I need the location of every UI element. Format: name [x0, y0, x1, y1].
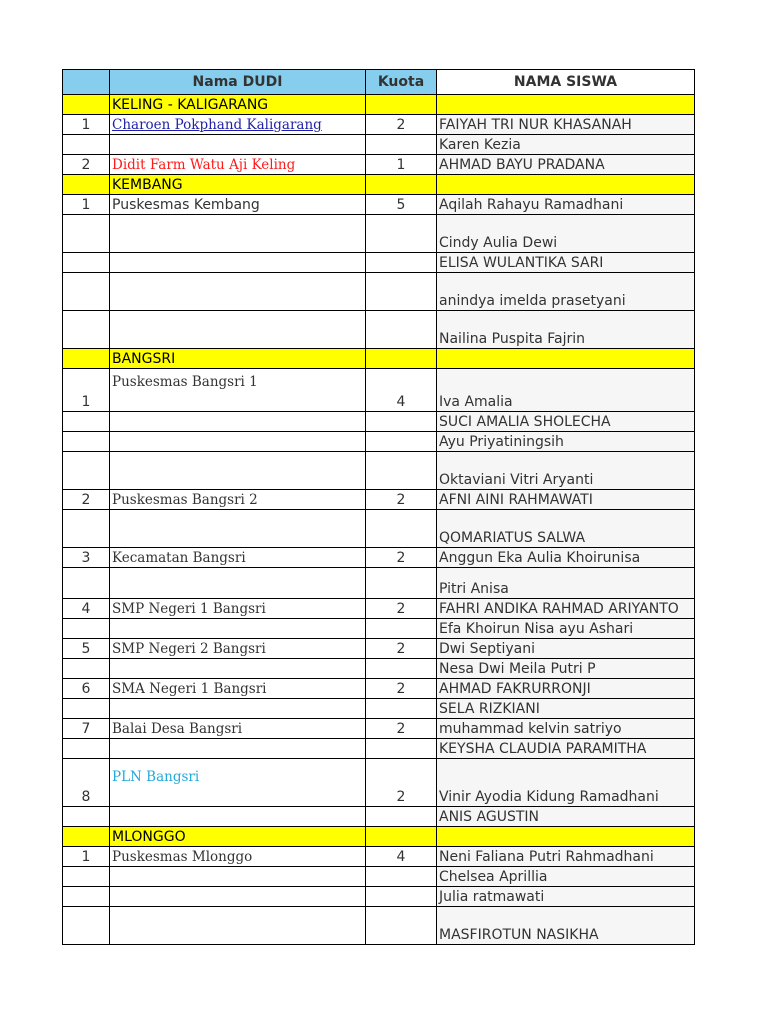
row-kuota: 4: [366, 369, 437, 412]
region-kuota-cell: [366, 349, 437, 369]
row-kuota: 2: [366, 490, 437, 510]
row-kuota: [366, 887, 437, 907]
table-row: [63, 369, 695, 412]
row-kuota: 2: [366, 719, 437, 739]
table-row: [63, 719, 695, 739]
row-no: 1: [63, 115, 110, 135]
row-dudi: [110, 452, 366, 490]
row-kuota: 5: [366, 195, 437, 215]
table-row: [63, 510, 695, 548]
row-dudi: Puskesmas Kembang: [110, 195, 366, 215]
row-dudi: SMP Negeri 2 Bangsri: [110, 639, 366, 659]
table-row: [63, 619, 695, 639]
header-no: [63, 70, 110, 95]
table-row: [63, 867, 695, 887]
row-kuota: 2: [366, 548, 437, 568]
row-dudi: [110, 907, 366, 945]
region-row-kembang: [63, 175, 695, 195]
header-row: [63, 70, 695, 95]
table-row: [63, 699, 695, 719]
row-kuota: 2: [366, 639, 437, 659]
region-no-cell: [63, 349, 110, 369]
region-kuota-cell: [366, 827, 437, 847]
row-siswa: Pitri Anisa: [437, 568, 695, 599]
row-kuota: [366, 311, 437, 349]
row-siswa: Efa Khoirun Nisa ayu Ashari: [437, 619, 695, 639]
row-siswa: SELA RIZKIANI: [437, 699, 695, 719]
table-row: [63, 679, 695, 699]
row-no: [63, 311, 110, 349]
row-no: [63, 273, 110, 311]
row-siswa: Chelsea Aprillia: [437, 867, 695, 887]
region-no-cell: [63, 175, 110, 195]
region-siswa-cell: [437, 827, 695, 847]
row-dudi: [110, 155, 366, 175]
row-no: 1: [63, 847, 110, 867]
row-no: 6: [63, 679, 110, 699]
table-row: [63, 639, 695, 659]
row-dudi: SMA Negeri 1 Bangsri: [110, 679, 366, 699]
row-siswa: ELISA WULANTIKA SARI: [437, 253, 695, 273]
region-no-cell: [63, 827, 110, 847]
row-dudi: [110, 867, 366, 887]
row-dudi: SMP Negeri 1 Bangsri: [110, 599, 366, 619]
row-kuota: [366, 452, 437, 490]
row-dudi: [110, 311, 366, 349]
row-siswa: QOMARIATUS SALWA: [437, 510, 695, 548]
row-siswa: Nesa Dwi Meila Putri P: [437, 659, 695, 679]
region-siswa-cell: [437, 175, 695, 195]
row-kuota: 2: [366, 599, 437, 619]
row-siswa: Aqilah Rahayu Ramadhani: [437, 195, 695, 215]
row-siswa: Dwi Septiyani: [437, 639, 695, 659]
region-kuota-cell: [366, 95, 437, 115]
row-kuota: [366, 807, 437, 827]
region-label-kembang: KEMBANG: [110, 175, 366, 195]
row-no: [63, 907, 110, 945]
row-no: [63, 253, 110, 273]
row-no: [63, 739, 110, 759]
table-row: [63, 273, 695, 311]
table-row: [63, 847, 695, 867]
row-no: [63, 432, 110, 452]
row-dudi: [110, 412, 366, 432]
row-no: 4: [63, 599, 110, 619]
row-no: 2: [63, 155, 110, 175]
region-siswa-cell: [437, 95, 695, 115]
header-siswa: NAMA SISWA: [437, 70, 695, 95]
dudi-name-red: Didit Farm Watu Aji Keling: [112, 157, 296, 173]
row-no: [63, 619, 110, 639]
row-siswa: Nailina Puspita Fajrin: [437, 311, 695, 349]
row-dudi: Puskesmas Bangsri 2: [110, 490, 366, 510]
table-row: [63, 599, 695, 619]
row-dudi[interactable]: [110, 115, 366, 135]
placement-table: [62, 69, 695, 945]
row-no: [63, 568, 110, 599]
row-kuota: [366, 273, 437, 311]
row-dudi: [110, 253, 366, 273]
row-kuota: [366, 568, 437, 599]
row-siswa: ANIS AGUSTIN: [437, 807, 695, 827]
row-siswa: AHMAD FAKRURRONJI: [437, 679, 695, 699]
row-no: 1: [63, 369, 110, 412]
row-no: [63, 807, 110, 827]
row-dudi: [110, 659, 366, 679]
row-dudi: [110, 432, 366, 452]
row-kuota: 1: [366, 155, 437, 175]
row-dudi: [110, 619, 366, 639]
row-kuota: [366, 659, 437, 679]
table-row: [63, 887, 695, 907]
row-dudi: [110, 510, 366, 548]
region-no-cell: [63, 95, 110, 115]
row-kuota: [366, 510, 437, 548]
row-dudi: [110, 807, 366, 827]
header-kuota: Kuota: [366, 70, 437, 95]
row-siswa: muhammad kelvin satriyo: [437, 719, 695, 739]
region-row-mlonggo: [63, 827, 695, 847]
row-dudi: Puskesmas Mlonggo: [110, 847, 366, 867]
row-siswa: FAIYAH TRI NUR KHASANAH: [437, 115, 695, 135]
row-siswa: SUCI AMALIA SHOLECHA: [437, 412, 695, 432]
region-kuota-cell: [366, 175, 437, 195]
table-row: [63, 412, 695, 432]
row-no: [63, 867, 110, 887]
row-dudi: [110, 568, 366, 599]
row-no: [63, 699, 110, 719]
table-row: [63, 568, 695, 599]
row-siswa: Ayu Priyatiningsih: [437, 432, 695, 452]
row-siswa: FAHRI ANDIKA RAHMAD ARIYANTO: [437, 599, 695, 619]
row-dudi: Balai Desa Bangsri: [110, 719, 366, 739]
row-dudi: [110, 699, 366, 719]
row-no: [63, 135, 110, 155]
row-kuota: [366, 432, 437, 452]
row-kuota: 2: [366, 115, 437, 135]
region-siswa-cell: [437, 349, 695, 369]
row-siswa: Vinir Ayodia Kidung Ramadhani: [437, 759, 695, 807]
table-row: [63, 253, 695, 273]
row-dudi: [110, 215, 366, 253]
row-dudi: Puskesmas Bangsri 1: [110, 369, 366, 412]
row-siswa: Karen Kezia: [437, 135, 695, 155]
row-kuota: 2: [366, 759, 437, 807]
row-dudi: [110, 887, 366, 907]
row-no: 7: [63, 719, 110, 739]
table-row: [63, 659, 695, 679]
row-kuota: [366, 135, 437, 155]
row-kuota: [366, 412, 437, 432]
row-kuota: [366, 867, 437, 887]
region-label-bangsri: BANGSRI: [110, 349, 366, 369]
row-siswa: Iva Amalia: [437, 369, 695, 412]
row-siswa: AFNI AINI RAHMAWATI: [437, 490, 695, 510]
table-row: [63, 155, 695, 175]
table-row: [63, 115, 695, 135]
row-siswa: Neni Faliana Putri Rahmadhani: [437, 847, 695, 867]
row-no: 3: [63, 548, 110, 568]
row-dudi: [110, 273, 366, 311]
row-kuota: [366, 739, 437, 759]
row-no: 8: [63, 759, 110, 807]
row-siswa: KEYSHA CLAUDIA PARAMITHA: [437, 739, 695, 759]
table-row: [63, 807, 695, 827]
row-kuota: 4: [366, 847, 437, 867]
table-row: [63, 432, 695, 452]
row-no: 2: [63, 490, 110, 510]
header-dudi: Nama DUDI: [110, 70, 366, 95]
row-kuota: [366, 907, 437, 945]
table-row: [63, 907, 695, 945]
row-dudi: [110, 135, 366, 155]
table-row: [63, 739, 695, 759]
row-kuota: 2: [366, 679, 437, 699]
table-row: [63, 759, 695, 807]
row-siswa: Oktaviani Vitri Aryanti: [437, 452, 695, 490]
row-kuota: [366, 215, 437, 253]
row-no: [63, 659, 110, 679]
row-dudi: Kecamatan Bangsri: [110, 548, 366, 568]
region-label-keling: KELING - KALIGARANG: [110, 95, 366, 115]
table-row: [63, 490, 695, 510]
row-no: 5: [63, 639, 110, 659]
row-no: [63, 510, 110, 548]
table-row: [63, 215, 695, 253]
row-siswa: Julia ratmawati: [437, 887, 695, 907]
table-row: [63, 135, 695, 155]
row-no: [63, 452, 110, 490]
row-no: [63, 412, 110, 432]
region-label-mlonggo: MLONGGO: [110, 827, 366, 847]
row-siswa: anindya imelda prasetyani: [437, 273, 695, 311]
row-no: [63, 887, 110, 907]
row-dudi: [110, 759, 366, 807]
dudi-name-cyan: PLN Bangsri: [112, 769, 200, 785]
dudi-link[interactable]: Charoen Pokphand Kaligarang: [112, 117, 322, 133]
row-dudi: [110, 739, 366, 759]
table-row: [63, 311, 695, 349]
table-row: [63, 548, 695, 568]
row-siswa: Anggun Eka Aulia Khoirunisa: [437, 548, 695, 568]
row-kuota: [366, 619, 437, 639]
region-row-keling: [63, 95, 695, 115]
table-row: [63, 452, 695, 490]
row-kuota: [366, 699, 437, 719]
row-kuota: [366, 253, 437, 273]
row-no: 1: [63, 195, 110, 215]
row-no: [63, 215, 110, 253]
region-row-bangsri: [63, 349, 695, 369]
table-row: [63, 195, 695, 215]
row-siswa: AHMAD BAYU PRADANA: [437, 155, 695, 175]
row-siswa: MASFIROTUN NASIKHA: [437, 907, 695, 945]
row-siswa: Cindy Aulia Dewi: [437, 215, 695, 253]
